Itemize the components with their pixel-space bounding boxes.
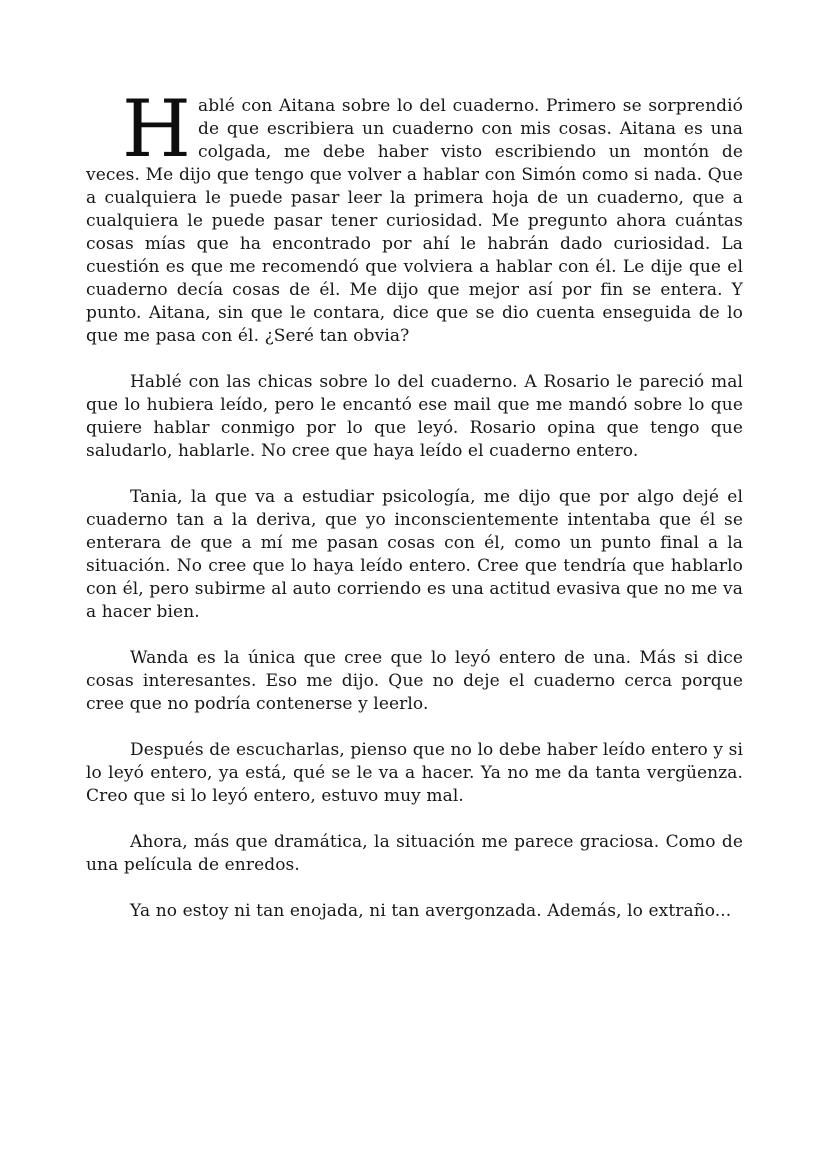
paragraph-7-text: Ya no estoy ni tan enojada, ni tan avergonzada. Además, lo extraño...	[130, 901, 732, 921]
paragraph-5	[86, 739, 743, 808]
paragraph-4-text: Wanda es la única que cree que lo leyó entero de una. Más si dice cosas interesantes. Eso me dijo. Que no deje el cuaderno cerca porque cree que no podría contenerse y leerlo.	[86, 648, 743, 714]
paragraph-3-text: Tania, la que va a estudiar psicología, me dijo que por algo dejé el cuaderno tan a la deriva, que yo inconscientemente intentaba que él se enterara de que a mí me pasan cosas con él, como un punto final a la situación. No cree que lo haya leído entero. Cree que tendría que hablarlo con él, pero subirme al auto corriendo es una actitud evasiva que no me va a hacer bien.	[86, 487, 743, 622]
drop-cap: H	[122, 83, 191, 175]
paragraph-2	[86, 371, 743, 463]
paragraph-6-text: Ahora, más que dramática, la situación me parece graciosa. Como de una película de enredos.	[86, 832, 743, 875]
paragraph-4	[86, 647, 743, 716]
paragraph-2-text: Hablé con las chicas sobre lo del cuaderno. A Rosario le pareció mal que lo hubiera leído, pero le encantó ese mail que me mandó sobre lo que quiere hablar conmigo por lo que leyó. Rosario opina que tengo que saludarlo, hablarle. No cree que haya leído el cuaderno entero.	[86, 372, 743, 461]
paragraph-1	[86, 83, 743, 348]
paragraph-3	[86, 486, 743, 624]
paragraph-6	[86, 831, 743, 877]
paragraph-5-text: Después de escucharlas, pienso que no lo debe haber leído entero y si lo leyó entero, ya está, qué se le va a hacer. Ya no me da tanta vergüenza. Creo que si lo leyó entero, estuvo muy mal.	[86, 740, 743, 806]
paragraph-7	[86, 900, 743, 923]
paragraph-1-text: ablé con Aitana sobre lo del cuaderno. Primero se sorprendió de que escribiera un cuaderno con mis cosas. Aitana es una colgada, me debe haber visto escribiendo un montón de veces. Me dijo que tengo que volver a hablar con Simón como si nada. Que a cualquiera le puede pasar leer la primera hoja de un cuaderno, que a cualquiera le puede pasar tener curiosidad. Me pregunto ahora cuántas cosas mías que ha encontrado por ahí le habrán dado curiosidad. La cuestión es que me recomendó que volviera a hablar con él. Le dije que el cuaderno decía cosas de él. Me dijo que mejor así por fin se entera. Y punto. Aitana, sin que le contara, dice que se dio cuenta enseguida de lo que me pasa con él. ¿Seré tan obvia?	[86, 96, 743, 346]
